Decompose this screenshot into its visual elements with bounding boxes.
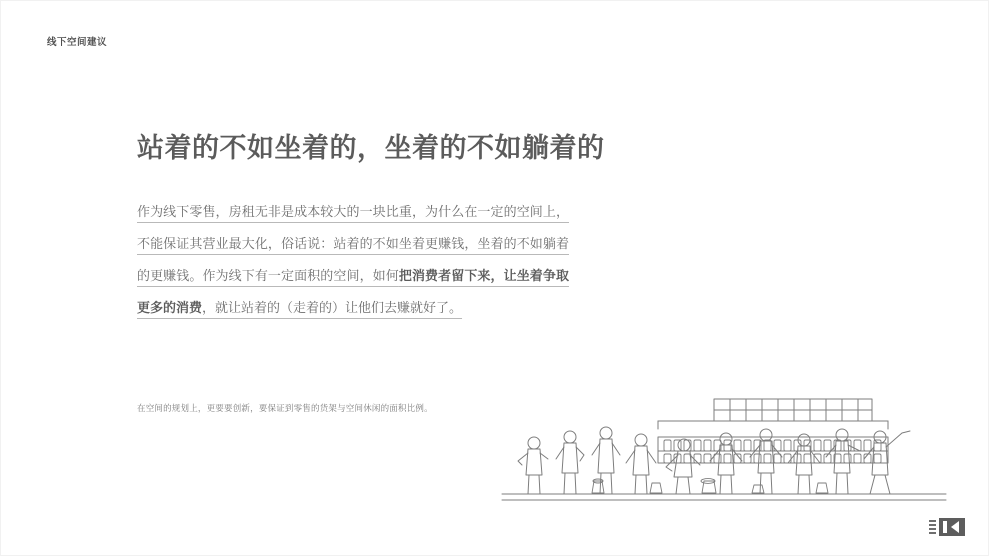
illustration-scene bbox=[498, 385, 950, 515]
page-title: 站着的不如坐着的，坐着的不如躺着的 bbox=[137, 133, 605, 163]
floor-props bbox=[592, 479, 828, 493]
brand-logo bbox=[927, 516, 967, 538]
body-text-emphasis: 把消费者留下来，让坐着争取更多的消费 bbox=[137, 268, 569, 315]
body-text-part-1: 作为线下零售，房租无非是成本较大的一块比重，为什么在一定的空间上，不能保证其营业最大化，俗话说：站着的不如坐着更赚钱，坐着的不如躺着的更赚钱。作为线下有一定面积的空间，如何 bbox=[137, 204, 569, 283]
line-art-people-shelves-icon bbox=[498, 385, 950, 515]
body-paragraph bbox=[137, 196, 569, 324]
body-text-part-2: ，就让站着的（走着的）让他们去赚就好了。 bbox=[202, 300, 463, 315]
slide-kicker: 线下空间建议 bbox=[47, 37, 108, 48]
upper-shelf bbox=[658, 399, 888, 429]
brand-mark-icon bbox=[927, 516, 967, 538]
footnote-text: 在空间的规划上，更要要创新，要保证到零售的货架与空间休闲的面积比例。 bbox=[137, 403, 433, 413]
